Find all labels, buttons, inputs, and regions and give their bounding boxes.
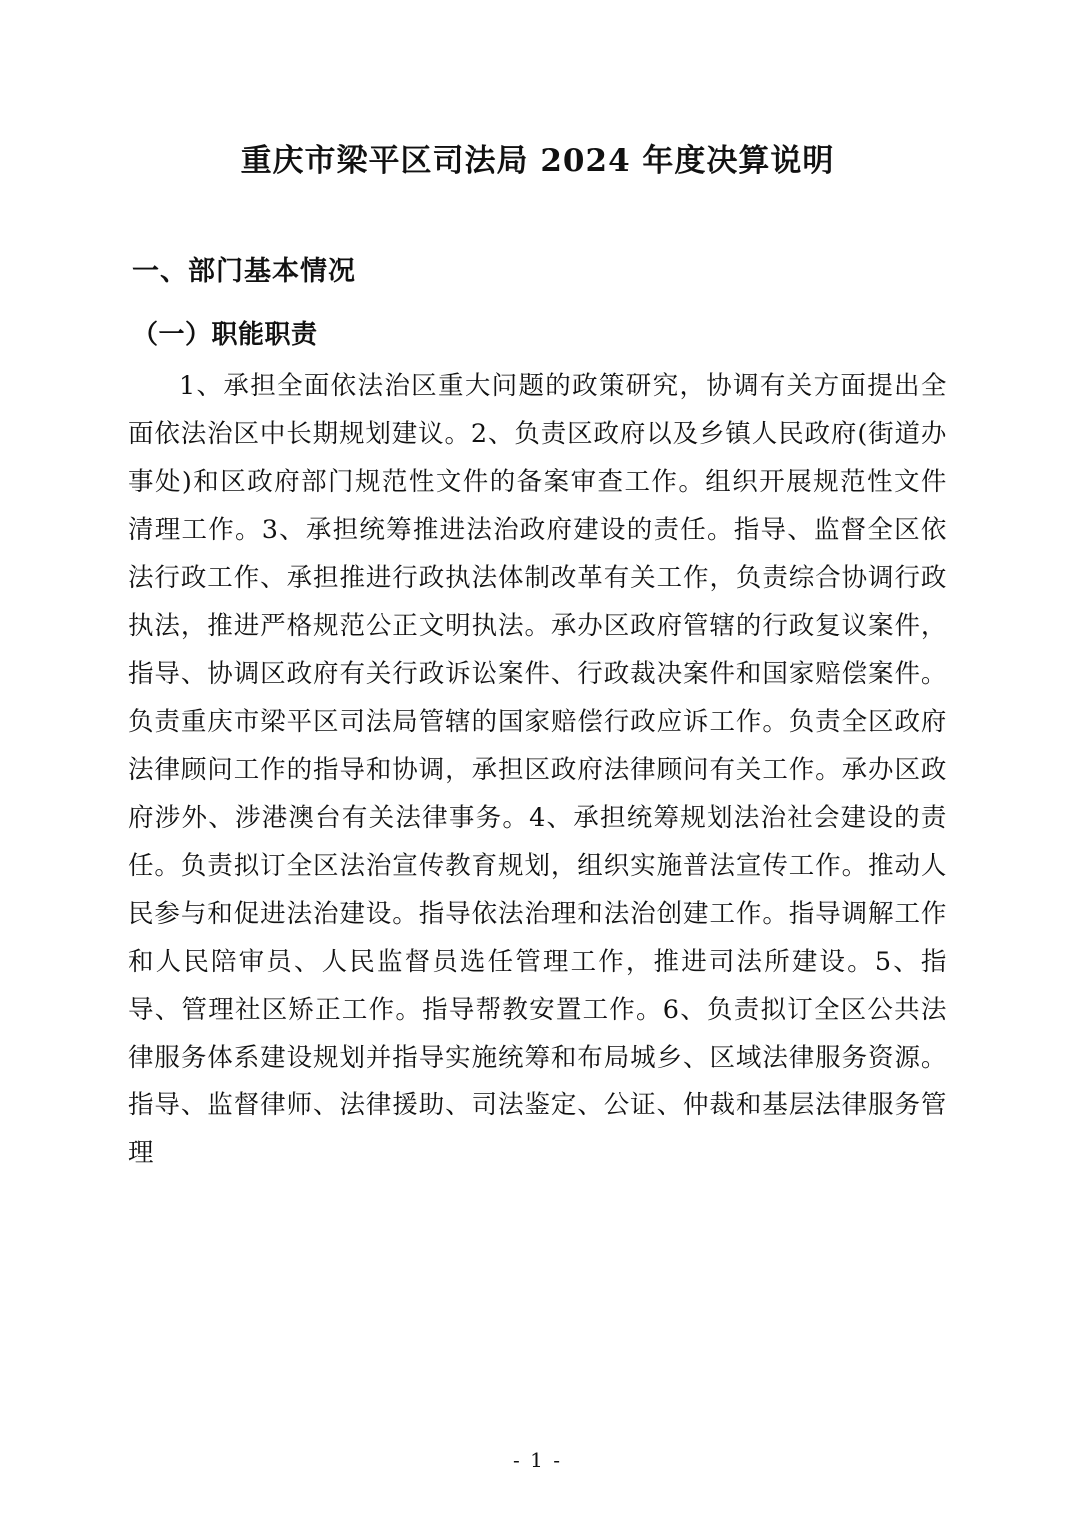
subsection-heading-duties: （一）职能职责 xyxy=(132,320,318,351)
page-title: 重庆市梁平区司法局 2024 年度决算说明 xyxy=(240,143,835,179)
body-paragraph-duties: 1、承担全面依法治区重大问题的政策研究，协调有关方面提出全面依法治区中长期规划建议。2、负责区政府以及乡镇人民政府(街道办事处)和区政府部门规范性文件的备案审查工作。组织开展规范性文件清理工作。3、承担统筹推进法治政府建设的责任。指导、监督全区依法行政工作、承担推进行政执法体制改革有关工作，负责综合协调行政执法，推进严格规范公正文明执法。承办区政府管辖的行政复议案件，指导、协调区政府有关行政诉讼案件、行政裁决案件和国家赔偿案件。负责重庆市梁平区司法局管辖的国家赔偿行政应诉工作。负责全区政府法律顾问工作的指导和协调，承担区政府法律顾问有关工作。承办区政府涉外、涉港澳台有关法律事务。4、承担统筹规划法治社会建设的责任。负责拟订全区法治宣传教育规划，组织实施普法宣传工作。推动人民参与和促进法治建设。指导依法治理和法治创建工作。指导调解工作和人民陪审员、人民监督员选任管理工作，推进司法所建设。5、指导、管理社区矫正工作。指导帮教安置工作。6、负责拟订全区公共法律服务体系建设规划并指导实施统筹和布局城乡、区域法律服务资源。指导、监督律师、法律援助、司法鉴定、公证、仲裁和基层法律服务管理 xyxy=(128,371,947,1169)
page-number: - 1 - xyxy=(513,1448,562,1472)
section-heading-basic-info: 一、部门基本情况 xyxy=(132,256,356,288)
